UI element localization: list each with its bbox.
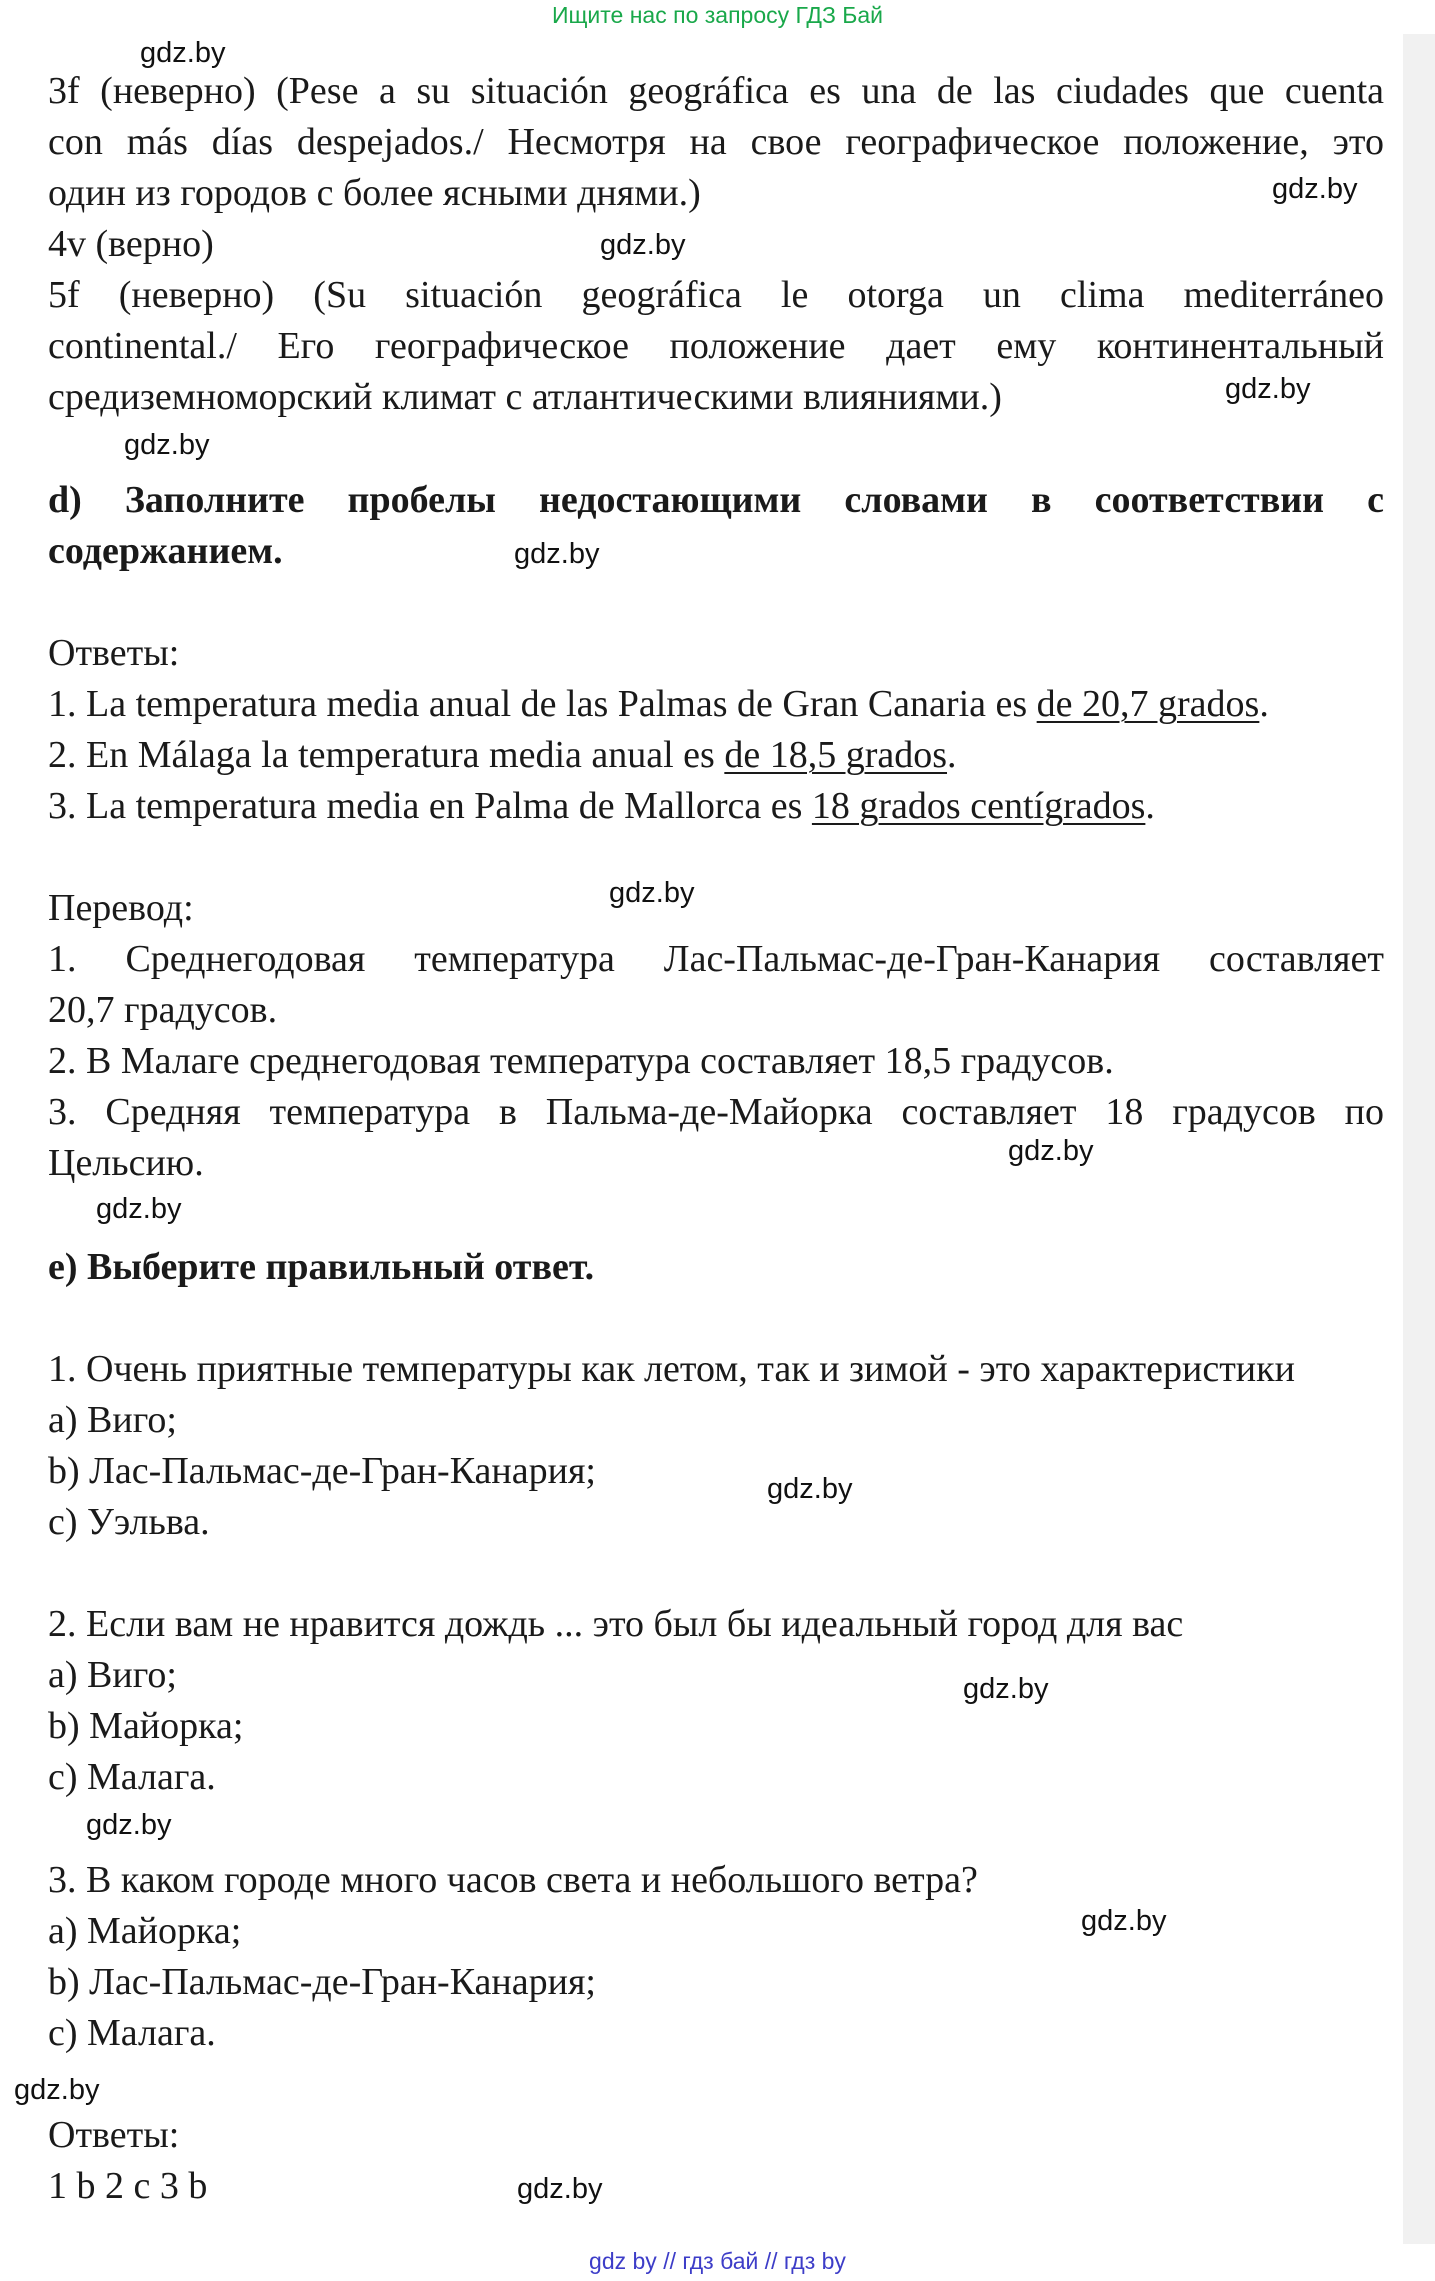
watermark: gdz.by [609,877,695,909]
answer-period: . [1145,785,1155,827]
watermark: gdz.by [140,37,226,69]
section-d-answer-3 [48,781,1384,831]
question-3-option-b: b) Лас-Пальмас-де-Гран-Канария; [48,1961,596,2003]
watermark: gdz.by [1081,1905,1167,1937]
answer-fill: de 20,7 grados [1036,683,1260,725]
question-3: 3. В каком городе много часов света и небольшого ветра? [48,1859,978,1901]
answer-4-line: 4v (верно) [48,223,214,265]
answer-text: 2. En Málaga la temperatura media anual es [48,734,725,776]
translation-3-line-2: Цельсию. [48,1142,204,1184]
question-1-option-a: a) Виго; [48,1399,177,1441]
top-search-banner: Ищите нас по запросу ГДЗ Бай [551,2,884,28]
question-1: 1. Очень приятные температуры как летом, так и зимой - это характеристики [48,1348,1295,1390]
section-d-title-line-1: d) Заполните пробелы недостающими словами в соответствии с [48,479,1384,521]
translation-1-line-2: 20,7 градусов. [48,989,278,1031]
watermark: gdz.by [514,538,600,570]
watermark: gdz.by [767,1473,853,1505]
question-3-option-a: a) Майорка; [48,1910,242,1952]
section-e-answers-label: Ответы: [48,2114,180,2156]
bottom-links-banner[interactable]: gdz by // гдз бай // гдз by [589,2248,846,2274]
answer-text: 3. La temperatura media en Palma de Mallorca es [48,785,812,827]
question-1-option-c: c) Уэльва. [48,1501,210,1543]
section-e-title: e) Выберите правильный ответ. [48,1246,595,1288]
watermark: gdz.by [124,429,210,461]
question-2-option-b: b) Майорка; [48,1705,244,1747]
section-d-translation-label: Перевод: [48,887,194,929]
watermark: gdz.by [600,229,686,261]
section-d-title-line-2: содержанием. [48,530,283,572]
watermark: gdz.by [1008,1135,1094,1167]
answer-text: 1. La temperatura media anual de las Palmas de Gran Canaria es [48,683,1037,725]
question-2-option-c: c) Малага. [48,1756,216,1798]
answer-5-line-3: средиземноморский климат с атлантическими влияниями.) [48,376,1002,418]
watermark: gdz.by [86,1809,172,1841]
translation-3-line-1: 3. Средняя температура в Пальма-де-Майорка составляет 18 градусов по [48,1091,1384,1133]
answer-fill: de 18,5 grados [724,734,948,776]
watermark: gdz.by [517,2173,603,2205]
question-2-option-a: a) Виго; [48,1654,177,1696]
question-3-option-c: c) Малага. [48,2012,216,2054]
answer-3-line-1: 3f (неверно) (Pese a su situación geográfica es una de las ciudades que cuenta [48,70,1384,112]
watermark: gdz.by [14,2074,100,2106]
answer-period: . [947,734,957,776]
answer-3-line-3: один из городов с более ясными днями.) [48,172,701,214]
translation-2: 2. В Малаге среднегодовая температура составляет 18,5 градусов. [48,1040,1114,1082]
question-1-option-b: b) Лас-Пальмас-де-Гран-Канария; [48,1450,596,1492]
answer-3-line-2: con más días despejados./ Несмотря на свое географическое положение, это [48,121,1384,163]
answer-fill: 18 grados centígrados [811,785,1146,827]
section-e-answers: 1 b 2 c 3 b [48,2165,208,2207]
watermark: gdz.by [1225,373,1311,405]
section-d-answers-label: Ответы: [48,632,180,674]
watermark: gdz.by [1272,173,1358,205]
section-d-answer-2 [48,730,1384,780]
watermark: gdz.by [96,1193,182,1225]
answer-period: . [1259,683,1269,725]
watermark: gdz.by [963,1673,1049,1705]
translation-1-line-1: 1. Среднегодовая температура Лас-Пальмас-де-Гран-Канария составляет [48,938,1384,980]
section-d-answer-1 [48,679,1384,729]
question-2: 2. Если вам не нравится дождь ... это был бы идеальный город для вас [48,1603,1184,1645]
answer-5-line-2: continental./ Его географическое положение дает ему континентальный [48,325,1384,367]
page-scroll-strip[interactable] [1403,34,1435,2244]
answer-5-line-1: 5f (неверно) (Su situación geográfica le otorga un clima mediterráneo [48,274,1384,316]
